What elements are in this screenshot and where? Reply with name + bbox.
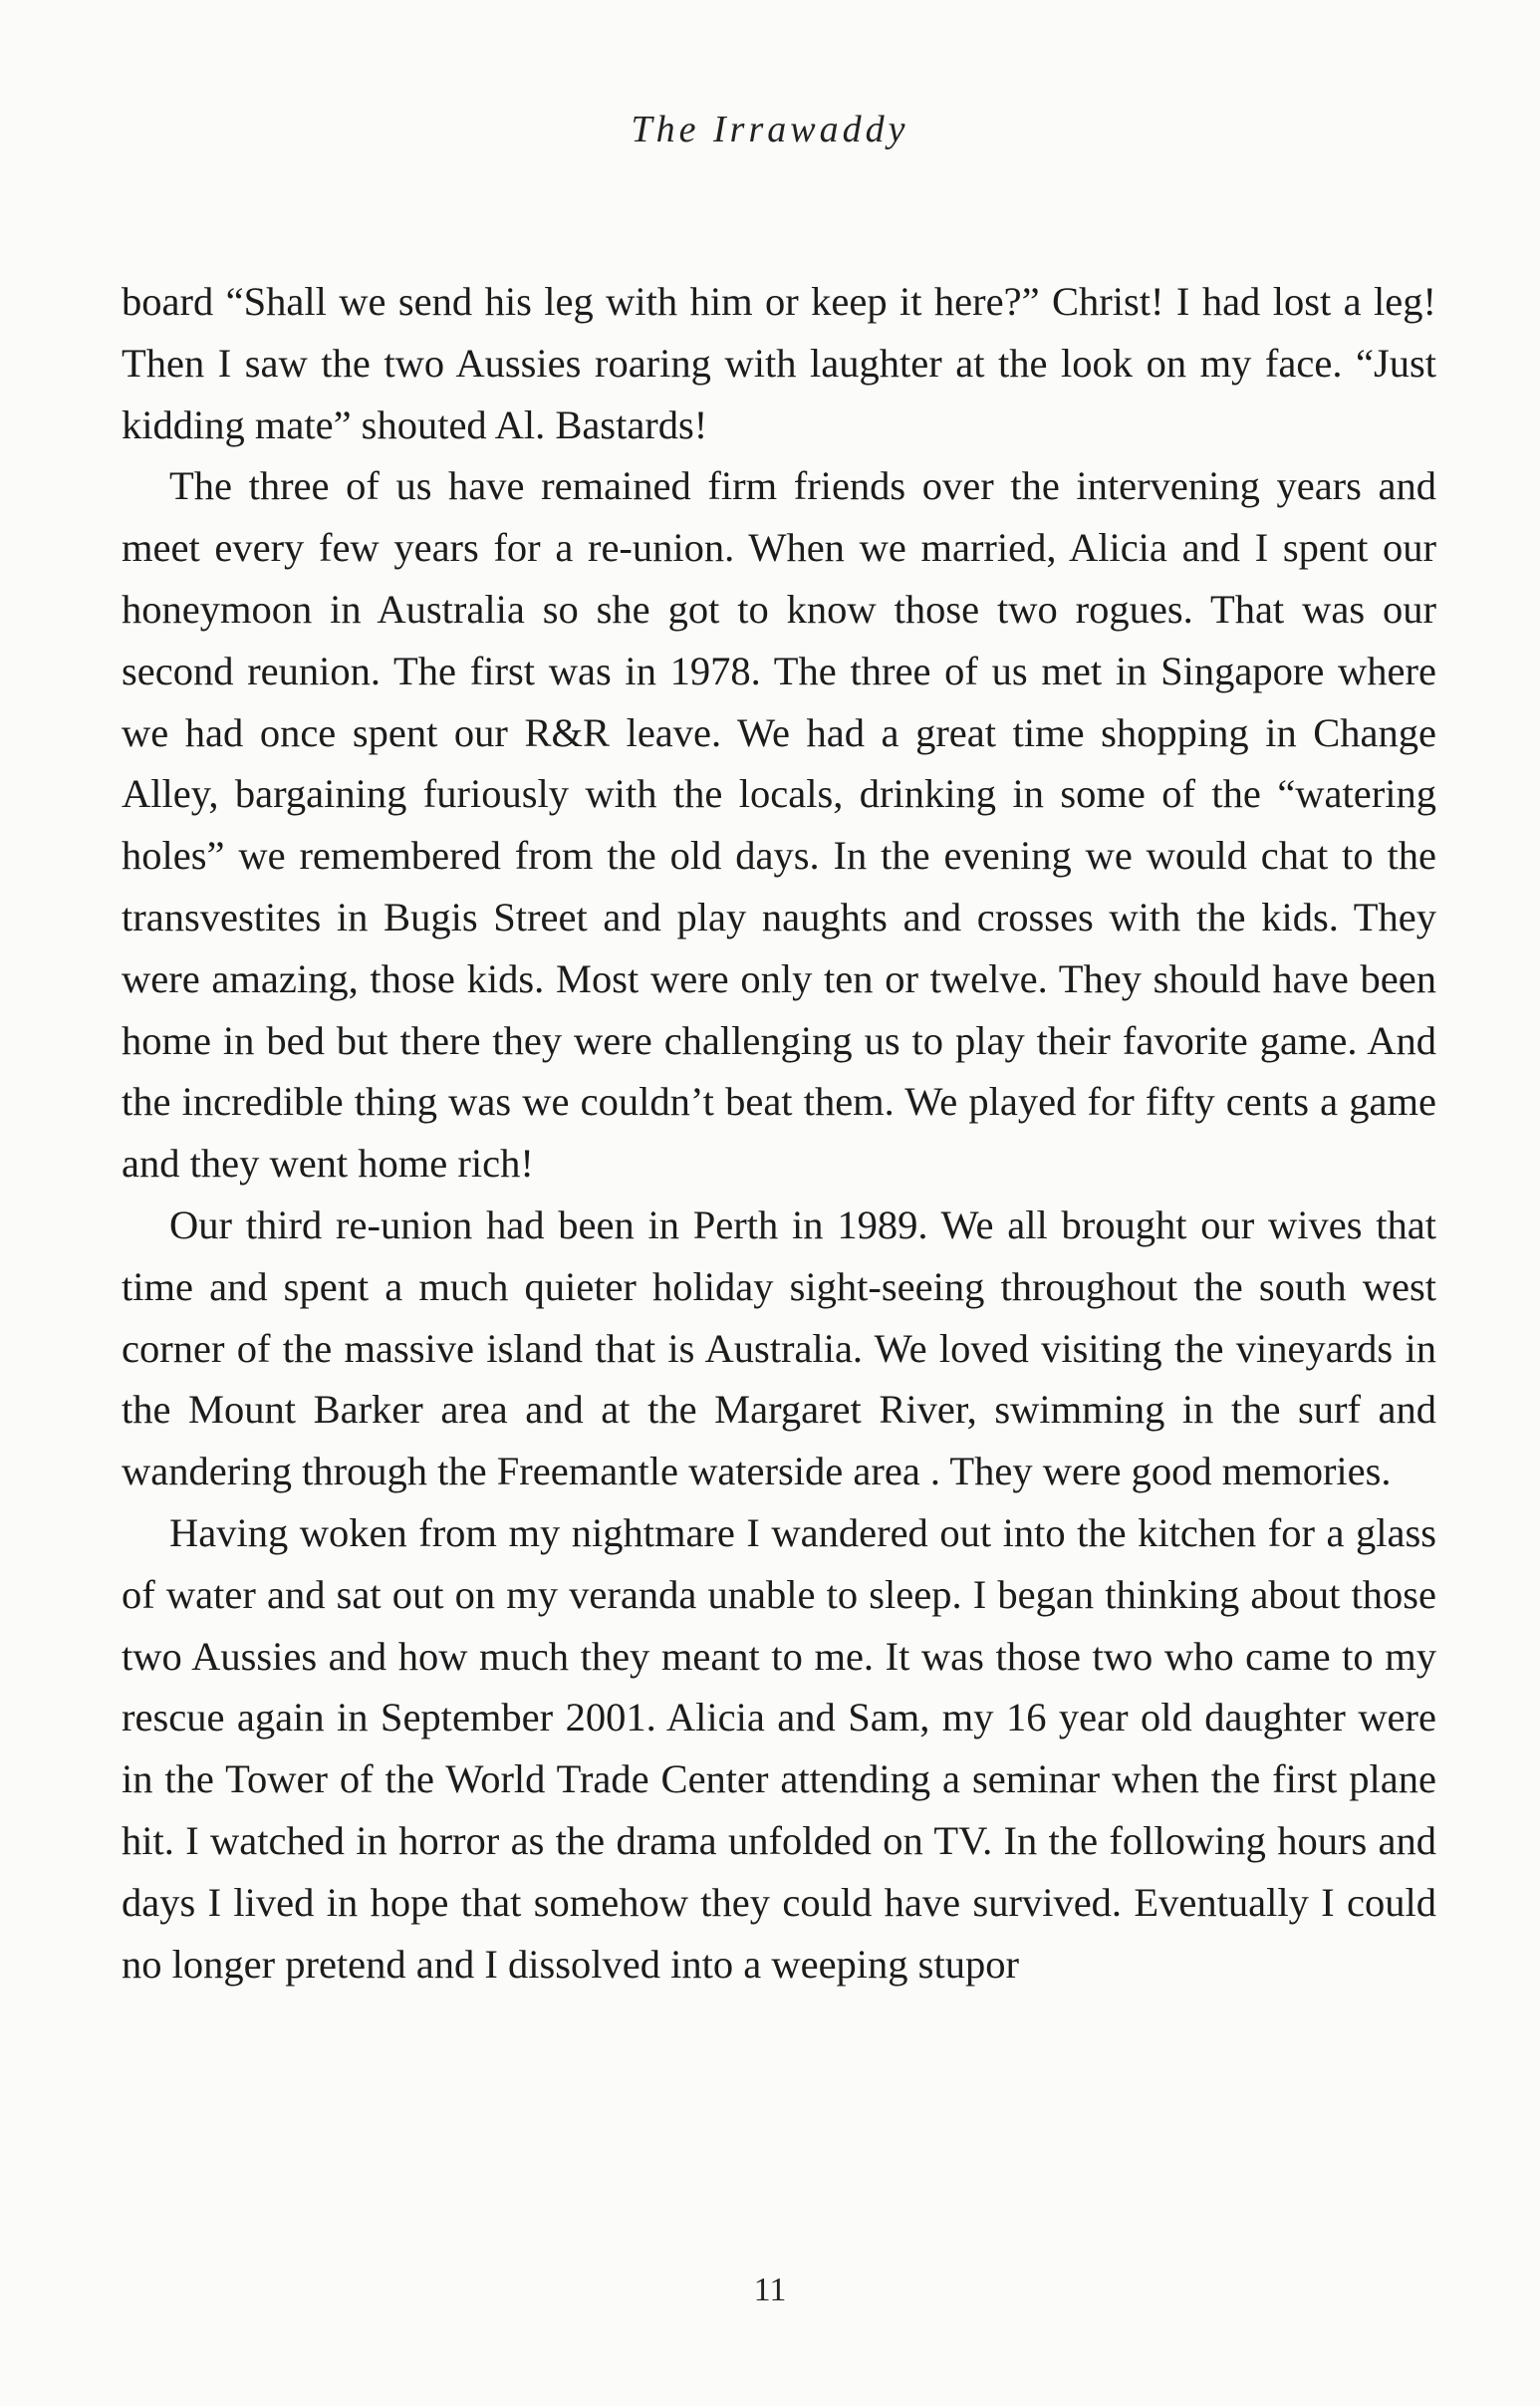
paragraph: Having woken from my nightmare I wandered out into the kitchen for a glass of water and sat out on my veranda unable to sleep. I began thinking about those two Aussies and how much they meant to me. It was those two who came to my rescue again in September 2001. Alicia and Sam, my 16 year old daughter were in the Tower of the World Trade Center attending a seminar when the first plane hit. I watched in horror as the drama unfolded on TV. In the following hours and days I lived in hope that somehow they could have survived. Eventually I could no longer pretend and I dissolved into a weeping stupor	[122, 1509, 1436, 1987]
paragraph-continued: board “Shall we send his leg with him or keep it here?” Christ! I had lost a leg! Then I saw the two Aussies roaring with laughter at the look on my face. “Just kidding mate” shouted Al. Bastards!	[122, 279, 1436, 447]
body-text	[122, 271, 1436, 1995]
running-head: The Irrawaddy	[631, 109, 909, 150]
paragraph: The three of us have remained firm friends over the intervening years and meet every few years for a re-union. When we married, Alicia and I spent our honeymoon in Australia so she got to know those two rogues. That was our second reunion. The first was in 1978. The three of us met in Singapore where we had once spent our R&R leave. We had a great time shopping in Change Alley, bargaining furiously with the locals, drinking in some of the “watering holes” we remembered from the old days. In the evening we would chat to the transvestites in Bugis Street and play naughts and crosses with the kids. They were amazing, those kids. Most were only ten or twelve. They should have been home in bed but there they were challenging us to play their favorite game. And the incredible thing was we couldn’t beat them. We played for fifty cents a game and they went home rich!	[122, 463, 1436, 1187]
page-number: 11	[753, 2272, 787, 2308]
paragraph: Our third re-union had been in Perth in 1989. We all brought our wives that time and spent a much quieter holiday sight-seeing throughout the south west corner of the massive island that is Australia. We loved visiting the vineyards in the Mount Barker area and at the Margaret River, swimming in the surf and wandering through the Freemantle waterside area . They were good memories.	[122, 1202, 1436, 1494]
